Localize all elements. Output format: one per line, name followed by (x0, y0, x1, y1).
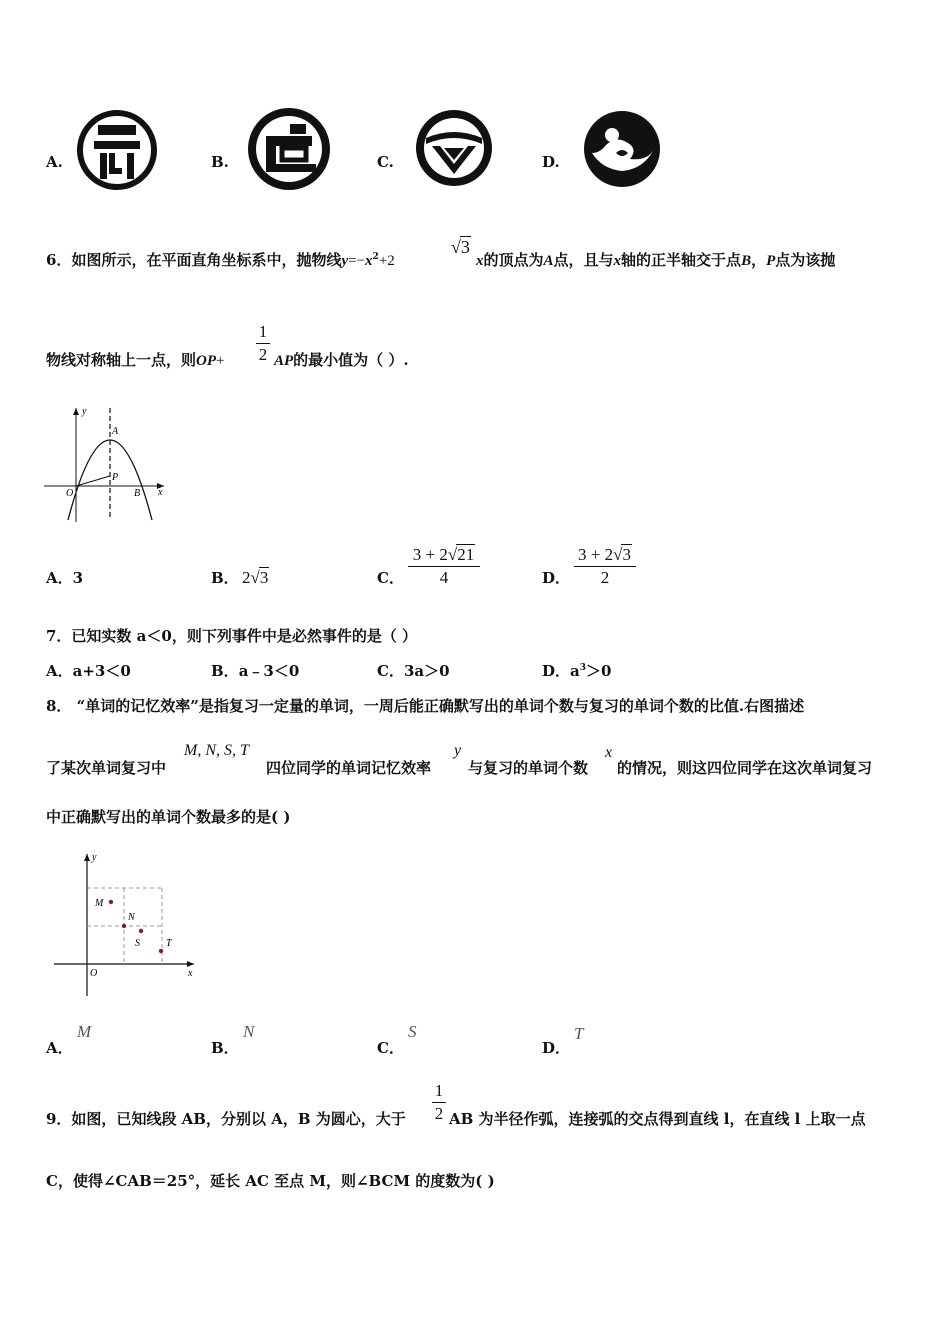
q6-option-d[interactable]: D． (542, 569, 571, 587)
q8-option-d-value: T (574, 1024, 584, 1043)
q8-line3: 中正确默写出的单词个数最多的是( ) (46, 808, 291, 826)
q7-option-c[interactable]: C．3a＞0 (377, 662, 450, 680)
fig6-label-y: y (82, 406, 87, 417)
q8-option-c-value: S (408, 1022, 417, 1041)
q5-option-d-label[interactable]: D. (542, 153, 560, 171)
q7-stem: 7．已知实数 a＜0，则下列事件中是必然事件的是（ ） (46, 627, 418, 645)
fig8-label-y: y (92, 852, 97, 863)
q8-var-x: x (605, 744, 613, 761)
q8-option-c[interactable]: C． (377, 1039, 404, 1057)
q6-line2a: 物线对称轴上一点，则OP+ (46, 351, 225, 369)
fig6-label-o: O (66, 488, 74, 499)
q6-option-a[interactable]: A．3 (46, 569, 84, 587)
fig8-label-o: O (90, 968, 98, 979)
fig6-label-p: P (112, 472, 119, 483)
q9-line1a: 9．如图，已知线段 AB，分别以 A，B 为圆心，大于 (46, 1110, 406, 1128)
x-axis-arrow-icon (187, 961, 194, 967)
point-n (122, 924, 126, 928)
q8-line2d: 的情况，则这四位同学在这次单词复习 (617, 759, 873, 777)
fig8-label-n: N (128, 912, 135, 923)
q8-scatter-figure (50, 848, 200, 1000)
q6-option-b[interactable]: B． (211, 569, 239, 587)
q5-option-b-label[interactable]: B. (211, 153, 229, 171)
fig8-label-s: S (135, 938, 140, 949)
y-axis-arrow-icon (84, 854, 90, 861)
q8-line2a: 了某次单词复习中 (46, 759, 167, 777)
q6-option-c-fraction: 3 + 2√21 4 (408, 544, 480, 588)
q6-option-b-value: 2√3 (242, 568, 269, 587)
q6-line2b: AP的最小值为（ ）. (274, 351, 409, 369)
q8-option-b-value: N (243, 1022, 255, 1041)
q5-option-a-label[interactable]: A. (46, 153, 63, 171)
fig8-label-t: T (166, 938, 172, 949)
q6-line1-rest: x的顶点为A点，且与x轴的正半轴交于点B，P点为该抛 (476, 251, 836, 269)
fig8-label-m: M (95, 898, 104, 909)
point-s (139, 929, 143, 933)
q6-parabola-figure (40, 400, 170, 526)
q8-line2c: 与复习的单词个数 (468, 759, 589, 777)
fig6-label-x: x (158, 487, 163, 498)
q8-option-a-value: M (77, 1022, 92, 1041)
q8-var-y: y (454, 742, 462, 759)
fig6-label-a: A (112, 426, 119, 437)
point-t (159, 949, 163, 953)
q6-fraction: 1 2 (256, 322, 270, 365)
fig6-label-b: B (134, 488, 141, 499)
q9-fraction: 1 2 (432, 1081, 446, 1124)
q9-line2: C，使得∠CAB＝25°，延长 AC 至点 M，则∠BCM 的度数为( ) (46, 1172, 495, 1190)
q8-option-b[interactable]: B． (211, 1039, 239, 1057)
q6-line1: 6．如图所示，在平面直角坐标系中，抛物线$y=-x^2+2$ (46, 251, 395, 269)
q8-names: M, N, S, T (184, 742, 249, 759)
q8-option-d[interactable]: D． (542, 1039, 571, 1057)
q6-sqrt-sign: √3 (451, 237, 470, 257)
q7-option-d[interactable]: D．$a^3>0$ (542, 662, 612, 680)
y-axis-arrow-icon (73, 408, 79, 415)
fig8-label-x: x (188, 968, 193, 979)
q8-line2b: 四位同学的单词记忆效率 (266, 759, 432, 777)
q9-line1b: AB 为半径作弧，连接弧的交点得到直线 l，在直线 l 上取一点 (449, 1110, 866, 1128)
q7-option-b[interactable]: B．a﹣3＜0 (211, 662, 300, 680)
q6-option-c[interactable]: C． (377, 569, 404, 587)
logo-c-icon[interactable] (414, 108, 494, 188)
point-m (109, 900, 113, 904)
logo-a-icon[interactable] (76, 109, 158, 191)
logo-d-icon[interactable] (582, 109, 662, 189)
logo-b-icon[interactable] (246, 106, 332, 192)
q5-option-c-label[interactable]: C. (377, 153, 394, 171)
q6-option-d-fraction: 3 + 2√3 2 (574, 544, 636, 588)
q7-option-a[interactable]: A．a+3＜0 (46, 662, 131, 680)
q8-line1: 8． “单词的记忆效率”是指复习一定量的单词，一周后能正确默写出的单词个数与复习的单词个数的比值.右图描述 (46, 697, 805, 715)
q8-option-a[interactable]: A． (46, 1039, 73, 1057)
